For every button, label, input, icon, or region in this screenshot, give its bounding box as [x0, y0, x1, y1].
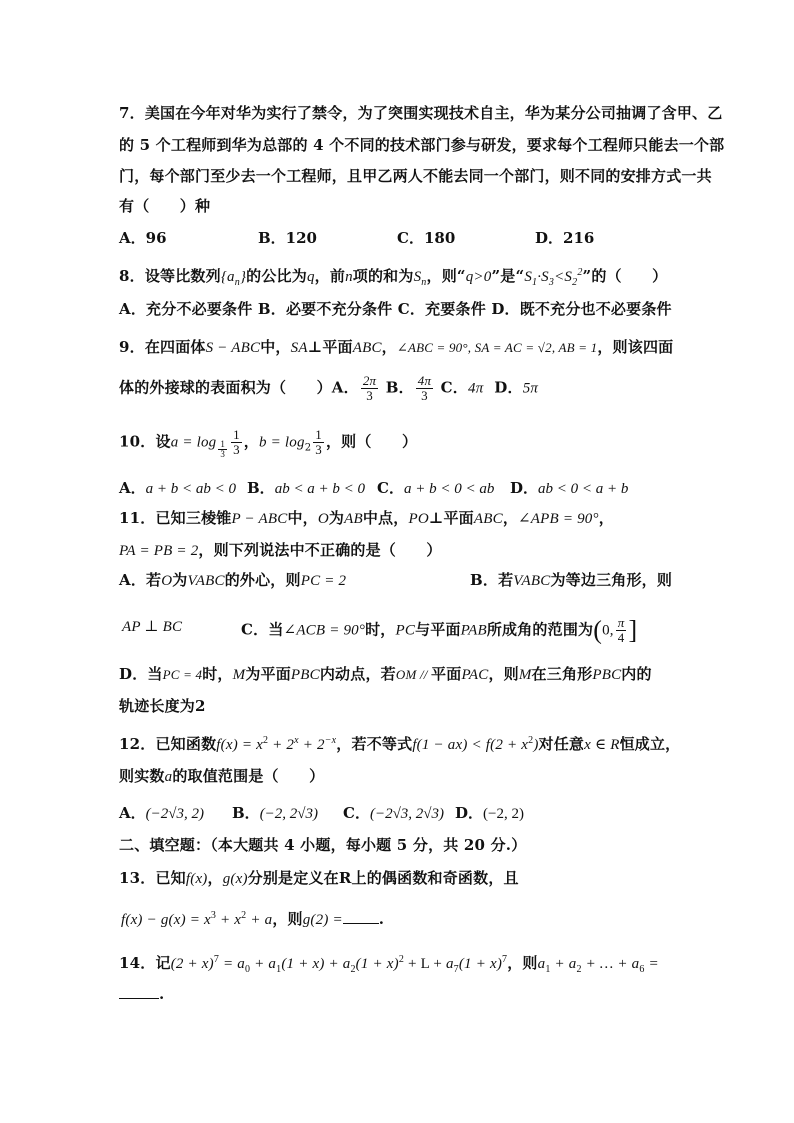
q10-text: ，则（ ）: [325, 432, 418, 451]
q12-option-c: [343, 803, 444, 824]
q8-sequence: {a: [220, 269, 235, 285]
q14-sub: 0: [245, 964, 251, 975]
frac-denominator: 4: [617, 630, 625, 645]
q7-option-c: C．180: [397, 229, 456, 247]
q12-text: 则实数: [119, 767, 165, 785]
q11-text: ，则下列说法中不正确的是（ ）: [198, 541, 442, 559]
q14-stem: [119, 950, 659, 980]
frac-numerator: 1: [315, 427, 322, 442]
q12-text: 对任意: [538, 735, 585, 753]
q11-text: D．当: [119, 665, 163, 683]
q13-math: f(x): [185, 871, 208, 887]
frac-denominator: 3: [220, 448, 226, 459]
q14-math: =: [644, 956, 659, 972]
q12-function-rest: + 2: [298, 737, 325, 753]
q10-text: ，: [243, 432, 259, 451]
q8-sum: S: [413, 269, 422, 285]
q14-sub: 1: [276, 964, 282, 975]
q14-math: a: [445, 956, 454, 972]
q12-exp: x: [294, 735, 299, 746]
q9-text: ，则该四面: [597, 338, 674, 356]
q10-option-label: B．: [247, 479, 275, 497]
q11-text: B．若: [470, 571, 514, 589]
answer-blank[interactable]: [343, 909, 379, 924]
q11-text: 在三角形: [531, 665, 593, 683]
q13-text: ，: [207, 869, 223, 887]
q11-math: OM //: [395, 667, 432, 682]
q8-cond2: ·S: [537, 269, 549, 285]
q11-range-open-paren: (: [593, 615, 603, 645]
q13-line2: [121, 906, 384, 930]
q11-option-b: [470, 570, 672, 591]
q11-text: 中点，: [362, 509, 409, 527]
q9-text: ⊥平面: [307, 338, 353, 356]
q11-text: 为: [328, 509, 345, 527]
q10-b-expr: b = log: [259, 434, 305, 451]
q13-equation-rest: + x: [216, 912, 242, 928]
q11-math: PAB: [460, 622, 487, 639]
q9-text: ，: [381, 338, 397, 356]
q10-option-d: [510, 478, 628, 499]
frac-numerator: π: [617, 615, 625, 630]
q12-line2: [119, 766, 324, 787]
q13-stem: [119, 868, 519, 889]
q12-math: a: [164, 769, 173, 785]
q7-line1: 7．美国在今年对华为实行了禁令，为了突围实现技术自主，华为某分公司抽调了含甲、乙: [119, 104, 723, 122]
q11-text: ，: [598, 509, 614, 527]
q8-text: ，前: [314, 267, 346, 285]
q10-option-label: A．: [119, 479, 146, 497]
q8-sequence-close: }: [239, 269, 247, 285]
q11-text: 为: [172, 571, 188, 589]
q12-text: ，若不等式: [336, 735, 413, 753]
q11-math: PAC: [461, 667, 489, 683]
q11-text: 内的: [621, 665, 652, 683]
q14-line2: [119, 984, 164, 1004]
q11-text: 的外心，则: [224, 571, 301, 589]
q8-cond2-sub: 3: [548, 277, 555, 288]
q12-text: 的取值范围是（ ）: [172, 767, 325, 785]
q8-options: A．充分不必要条件 B．必要不充分条件 C．充要条件 D．既不充分也不必要条件: [119, 300, 672, 318]
q8-stem: [119, 263, 667, 293]
q9-text: 9．在四面体: [119, 338, 206, 356]
q13-exp: 3: [210, 910, 217, 921]
q14-math: (1 + x): [458, 956, 503, 972]
q11-math: VABC: [513, 573, 551, 589]
q11-math: P − ABC: [231, 511, 288, 527]
q14-math: a: [537, 956, 546, 972]
q14-math: + a: [550, 956, 577, 972]
q14-text: ，则: [507, 954, 538, 972]
q7-line4: 有（ ）种: [119, 197, 211, 215]
q8-cond2-sub: 1: [532, 277, 538, 288]
frac-denominator: 3: [366, 388, 373, 403]
q12-option-label: C．: [343, 804, 370, 822]
q10-a-base: [218, 440, 227, 459]
q8-ratio: q: [306, 269, 315, 285]
q13-exp: 2: [241, 910, 247, 921]
q11-text: A．若: [119, 571, 162, 589]
q14-text: .: [159, 985, 165, 1003]
q10-option-expr: a + b < 0 < ab: [403, 481, 495, 497]
q11-math: PBC: [592, 667, 622, 683]
q9-option-c-value: 4π: [468, 380, 484, 397]
q9-option-b-label: B．: [385, 378, 414, 397]
q9-option-d-value: 5π: [522, 380, 539, 397]
q10-option-expr: ab < 0 < a + b: [538, 481, 629, 497]
q10-option-label: C．: [377, 479, 404, 497]
q11-text: ，: [502, 509, 519, 527]
q11-option-d-line2: 轨迹长度为2: [119, 697, 206, 715]
q9-math: ABC: [352, 340, 382, 356]
q11-math: AP ⊥ BC: [122, 619, 183, 635]
q7-line2: 的 5 个工程师到华为总部的 4 个不同的技术部门参与研发，要求每个工程师只能去一个部: [119, 136, 725, 154]
q14-exp: 7: [502, 954, 508, 965]
q12-inequality-close: ): [533, 737, 539, 753]
frac-numerator: 1: [220, 438, 226, 449]
q14-exp: 7: [213, 954, 220, 965]
q12-option-d: [455, 803, 524, 824]
q10-b-fraction: [313, 428, 324, 457]
frac-denominator: 3: [421, 388, 428, 403]
section-fill-in-heading: 二、填空题：（本大题共 4 小题，每小题 5 分，共 20 分.）: [119, 836, 527, 854]
q12-text: 12．已知函数: [119, 735, 217, 753]
frac-numerator: 2π: [362, 373, 377, 388]
q10-option-label: D．: [510, 479, 539, 497]
q11-line2: [119, 540, 442, 561]
q9-option-c-label: C．: [440, 378, 468, 397]
q8-sequence-sub: n: [234, 277, 240, 288]
q14-exp: 2: [398, 954, 405, 965]
q11-text: 所成角的范围为: [486, 620, 594, 639]
q9-math: SA: [290, 340, 308, 356]
q9-text: 中，: [260, 338, 291, 356]
q11-text: 与平面: [415, 620, 461, 639]
q10-option-a: [119, 478, 236, 499]
q11-math: PA = PB = 2: [119, 543, 199, 559]
q12-stem: [119, 731, 680, 755]
q11-math: PC = 2: [300, 573, 347, 589]
q12-option-b: [232, 803, 318, 824]
q7-line3: 门，每个部门至少去一个工程师，且甲乙两人不能去同一个部门，则不同的安排方式一共: [119, 167, 712, 185]
q11-range-start: 0,: [602, 622, 614, 639]
q11-text: 为平面: [245, 665, 291, 683]
q9-line2: [119, 374, 538, 403]
q10-text: 10．设: [119, 432, 171, 451]
q11-option-d: [119, 664, 652, 685]
q14-sub: 2: [576, 964, 582, 975]
q10-option-expr: a + b < ab < 0: [145, 481, 237, 497]
frac-numerator: 1: [233, 427, 240, 442]
q12-option-label: A．: [119, 804, 146, 822]
q8-text: ”的（ ）: [582, 267, 668, 285]
q13-text: 13．已知: [119, 869, 186, 887]
q8-sum-sub: n: [421, 277, 427, 288]
q11-math: O: [161, 573, 173, 589]
q14-sub: 1: [545, 964, 551, 975]
q13-math: g(2) =: [302, 912, 343, 928]
q12-function-rest: + 2: [268, 737, 295, 753]
q11-option-c: [241, 616, 637, 645]
q13-text: 分别是定义在R上的偶函数和奇函数，且: [247, 869, 519, 887]
q12-option-expr: (−2, 2): [483, 806, 524, 822]
q12-option-label: D．: [455, 804, 484, 822]
q14-sub: 6: [639, 964, 645, 975]
q7-option-d: D．216: [535, 229, 595, 247]
q11-text: 为等边三角形，则: [550, 571, 673, 589]
q11-math: PO: [408, 511, 429, 527]
q13-equation-tail: + a: [246, 912, 273, 928]
q12-function: f(x) = x: [216, 737, 263, 753]
q8-text: 的公比为: [246, 267, 307, 285]
q11-math: M: [232, 667, 246, 683]
q11-text: ，则: [488, 665, 519, 683]
q11-math: PBC: [290, 667, 320, 683]
q12-option-label: B．: [232, 804, 260, 822]
q7-option-b: B．120: [258, 229, 317, 247]
q14-math: (1 + x): [355, 956, 399, 972]
q9-option-b-fraction: [416, 374, 433, 403]
q14-math: = a: [219, 956, 245, 972]
q14-sub: 2: [350, 964, 356, 975]
q8-text: ”是“: [491, 267, 525, 285]
q12-exp: 2: [262, 735, 269, 746]
q10-a-fraction: [231, 428, 242, 457]
q14-sub: 7: [453, 964, 459, 975]
q14-math: + a: [250, 956, 277, 972]
q12-inequality: f(1 − ax) < f(2 + x: [412, 737, 529, 753]
q8-text: 项的和为: [352, 267, 414, 285]
q13-text: .: [378, 910, 385, 928]
frac-denominator: 3: [315, 442, 322, 457]
q9-math: S − ABC: [205, 340, 261, 356]
q8-n: n: [345, 269, 353, 285]
q11-text: 时，: [365, 620, 396, 639]
q11-math: PC: [395, 622, 416, 639]
q11-text: 内动点，若: [319, 665, 396, 683]
q11-math: VABC: [187, 573, 225, 589]
q8-cond2-sub: 2: [572, 277, 578, 288]
q14-math: (2 + x): [170, 956, 214, 972]
q12-option-a: [119, 803, 204, 824]
q12-option-expr: (−2√3, 2): [145, 806, 204, 822]
q11-math: ∠APB = 90°: [518, 511, 599, 527]
q11-text: 11．已知三棱锥: [119, 509, 232, 527]
q10-stem: [119, 428, 417, 459]
q9-stem: [119, 337, 673, 358]
q11-option-b-cont: [122, 616, 182, 637]
q10-option-b: [247, 478, 365, 499]
q14-ellipsis: + L +: [404, 956, 446, 972]
q9-math: ∠ABC = 90°, SA = AC = √2, AB = 1: [396, 340, 598, 355]
q10-option-c: [377, 478, 494, 499]
q14-math: + … + a: [581, 956, 640, 972]
q12-condition: x ∈ R: [584, 737, 620, 753]
q10-a-expr: a = log: [170, 434, 217, 451]
q12-text: 恒成立，: [619, 735, 681, 753]
q13-text: ，则: [272, 910, 303, 928]
q11-text: 平面: [431, 665, 462, 683]
q7-option-a: A．96: [119, 229, 167, 247]
frac-numerator: 4π: [417, 373, 432, 388]
q11-math: O: [317, 511, 329, 527]
q11-math: PC = 4: [162, 667, 203, 682]
q11-text: 时，: [202, 665, 233, 683]
q11-text: 中，: [287, 509, 318, 527]
q9-text: 体的外接球的表面积为（ ）A．: [119, 378, 359, 397]
frac-denominator: 3: [233, 442, 240, 457]
q11-range-close-bracket: ]: [628, 615, 638, 645]
q13-equation: f(x) − g(x) = x: [121, 912, 211, 928]
q11-math: ∠ACB = 90°: [283, 622, 366, 639]
q12-option-expr: (−2, 2√3): [259, 806, 319, 822]
q14-math: (1 + x) + a: [281, 956, 351, 972]
q8-text: ，则“: [426, 267, 466, 285]
q11-range-fraction: [616, 616, 627, 645]
q8-cond2-sup: 2: [577, 267, 583, 278]
q14-text: 14．记: [119, 954, 171, 972]
q9-option-d-label: D．: [494, 378, 523, 397]
q9-option-a-fraction: [361, 374, 378, 403]
q12-exp: −x: [324, 735, 337, 746]
q8-cond2: <S: [554, 269, 573, 285]
q12-exp: 2: [528, 735, 534, 746]
q13-math: g(x): [222, 871, 248, 887]
q11-math: AB: [344, 511, 363, 527]
q11-math: ABC: [473, 511, 503, 527]
q11-math: M: [518, 667, 532, 683]
q8-condition: q>0: [465, 269, 492, 285]
q11-option-a: [119, 570, 346, 591]
q11-text: C．当: [241, 620, 284, 639]
q8-cond2: S: [524, 269, 533, 285]
q11-stem: [119, 508, 614, 529]
answer-blank[interactable]: [119, 984, 159, 999]
q10-option-expr: ab < a + b < 0: [274, 481, 366, 497]
q8-text: 8．设等比数列: [119, 267, 221, 285]
q10-b-base: 2: [304, 442, 312, 454]
q12-option-expr: (−2√3, 2√3): [369, 806, 445, 822]
q11-text: ⊥平面: [428, 509, 474, 527]
